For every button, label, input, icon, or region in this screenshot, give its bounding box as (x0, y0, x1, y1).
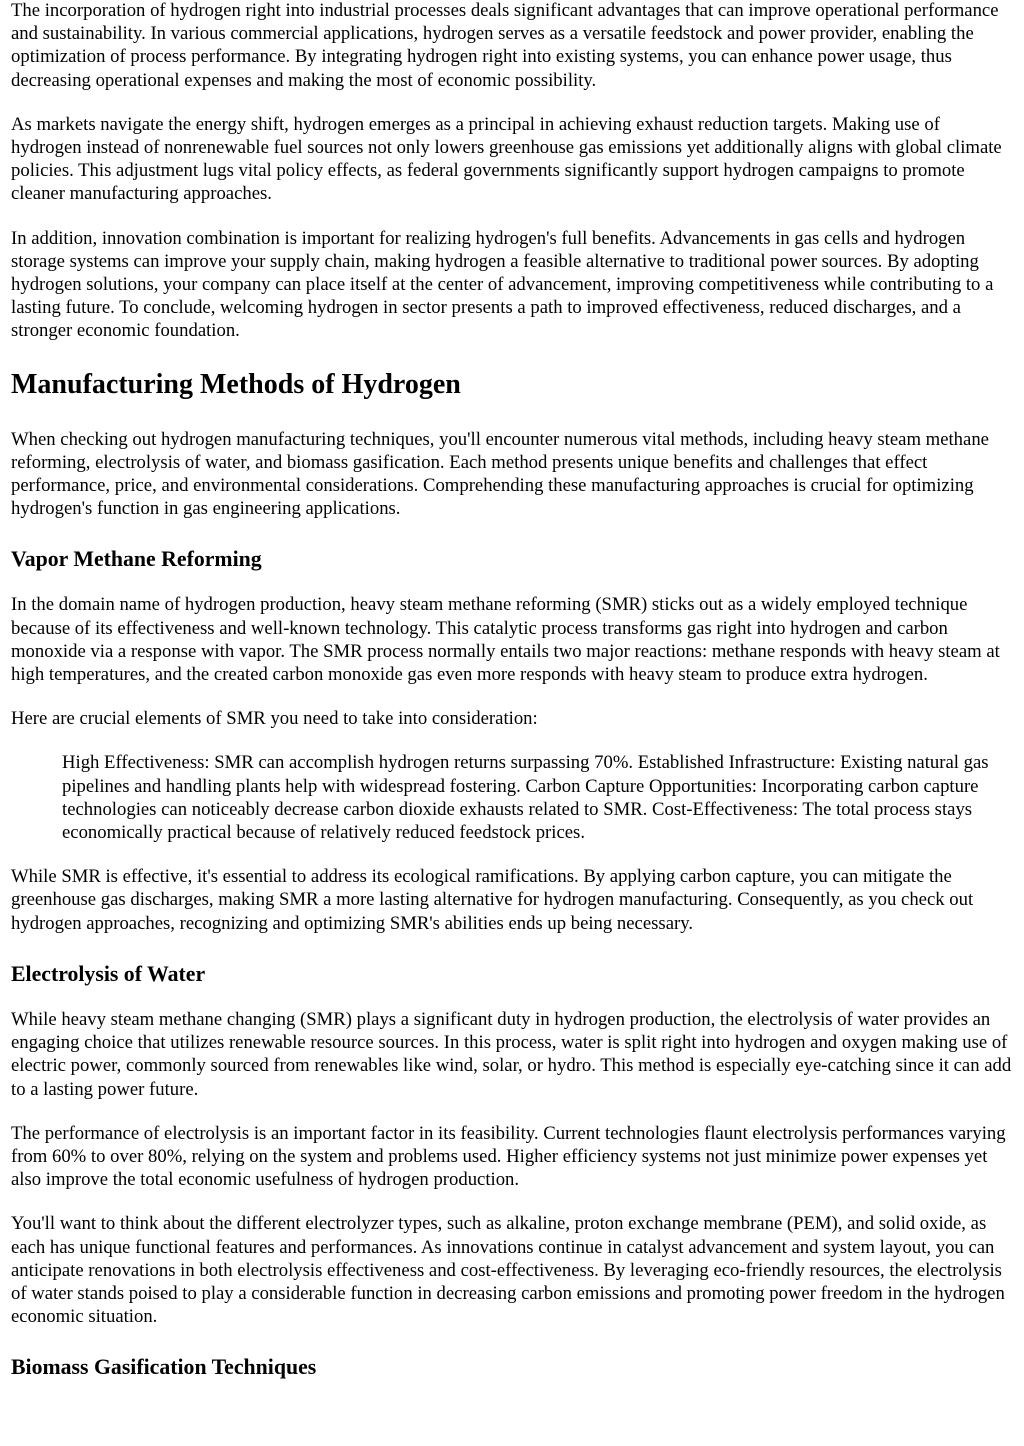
smr-paragraph-3: While SMR is effective, it's essential to address its ecological ramifications. By applying carbon capture, you can mitigate the greenhouse gas discharges, making SMR a more lasting alternative for hydrogen manufacturing. Consequently, as you check out hydrogen approaches, recognizing and optimizing SMR's abilities ends up being necessary. (11, 866, 974, 934)
biomass-heading: Biomass Gasification Techniques (11, 1355, 317, 1380)
electrolysis-paragraph-2: The performance of electrolysis is an important factor in its feasibility. Current technologies flaunt electrolysis performances varying from 60% to over 80%, relying on the system and problems used. Higher efficiency systems not just minimize power expenses yet also improve the total economic usefulness of hydrogen production. (11, 1122, 1006, 1191)
intro-paragraph-3: In addition, innovation combination is important for realizing hydrogen's full benefits. Advancements in gas cells and hydrogen storage systems can improve your supply chain, making hydrogen a feasible alternative to traditional power sources. By adopting hydrogen solutions, your company can place itself at the center of advancement, improving competitiveness while contributing to a lasting future. To conclude, welcoming hydrogen in sector presents a path to improved effectiveness, reduced discharges, and a stronger economic foundation. (11, 227, 994, 342)
smr-key-elements-quote: High Effectiveness: SMR can accomplish hydrogen returns surpassing 70%. Established Infrastructure: Existing natural gas pipelines and handling plants help with widespread fostering. Carbon Capture Opportunities: Incorporating carbon capture technologies can noticeably decrease carbon dioxide exhausts related to SMR. Cost-Effectiveness: The total process stays economically practical because of relatively reduced feedstock prices. (62, 752, 989, 844)
smr-paragraph-1: In the domain name of hydrogen production, heavy steam methane reforming (SMR) sticks out as a widely employed technique because of its effectiveness and well-known technology. This catalytic process transforms gas right into hydrogen and carbon monoxide via a response with vapor. The SMR process normally entails two major reactions: methane responds with heavy steam at high temperatures, and the created carbon monoxide gas even more responds with heavy steam to produce extra hydrogen. (11, 594, 1000, 686)
intro-paragraph-1: The incorporation of hydrogen right into industrial processes deals significant advantages that can improve operational performance and sustainability. In various commercial applications, hydrogen serves as a versatile feedstock and power provider, enabling the optimization of process performance. By integrating hydrogen right into existing systems, you can enhance power usage, thus decreasing operational expenses and making the most of economic possibility. (11, 0, 999, 91)
electrolysis-heading: Electrolysis of Water (11, 961, 206, 986)
smr-paragraph-2: Here are crucial elements of SMR you need to take into consideration: (11, 708, 538, 730)
manufacturing-methods-heading: Manufacturing Methods of Hydrogen (11, 368, 461, 400)
manufacturing-paragraph-1: When checking out hydrogen manufacturing techniques, you'll encounter numerous vital methods, including heavy steam methane reforming, electrolysis of water, and biomass gasification. Each method presents unique benefits and challenges that effect performance, price, and environmental considerations. Comprehending these manufacturing approaches is crucial for optimizing hydrogen's function in gas engineering applications. (11, 428, 989, 520)
intro-paragraph-2: As markets navigate the energy shift, hydrogen emerges as a principal in achieving exhaust reduction targets. Making use of hydrogen instead of nonrenewable fuel sources not only lowers greenhouse gas emissions yet additionally aligns with global climate policies. This adjustment lugs vital policy effects, as federal governments significantly support hydrogen campaigns to promote cleaner manufacturing approaches. (11, 113, 1002, 205)
electrolysis-paragraph-3: You'll want to think about the different electrolyzer types, such as alkaline, proton exchange membrane (PEM), and solid oxide, as each has unique functional features and performances. As innovations continue in catalyst advancement and system layout, you can anticipate renovations in both electrolysis effectiveness and cost-effectiveness. By leveraging eco-friendly resources, the electrolysis of water stands poised to play a considerable function in decreasing carbon emissions and promoting power freedom in the hydrogen economic situation. (11, 1213, 1005, 1328)
smr-heading: Vapor Methane Reforming (11, 547, 262, 572)
electrolysis-paragraph-1: While heavy steam methane changing (SMR) plays a significant duty in hydrogen production, the electrolysis of water provides an engaging choice that utilizes renewable resource sources. In this process, water is split right into hydrogen and oxygen making use of electric power, commonly sourced from renewables like wind, solar, or hydro. This method is especially eye-catching since it can add to a lasting power future. (11, 1008, 1012, 1100)
